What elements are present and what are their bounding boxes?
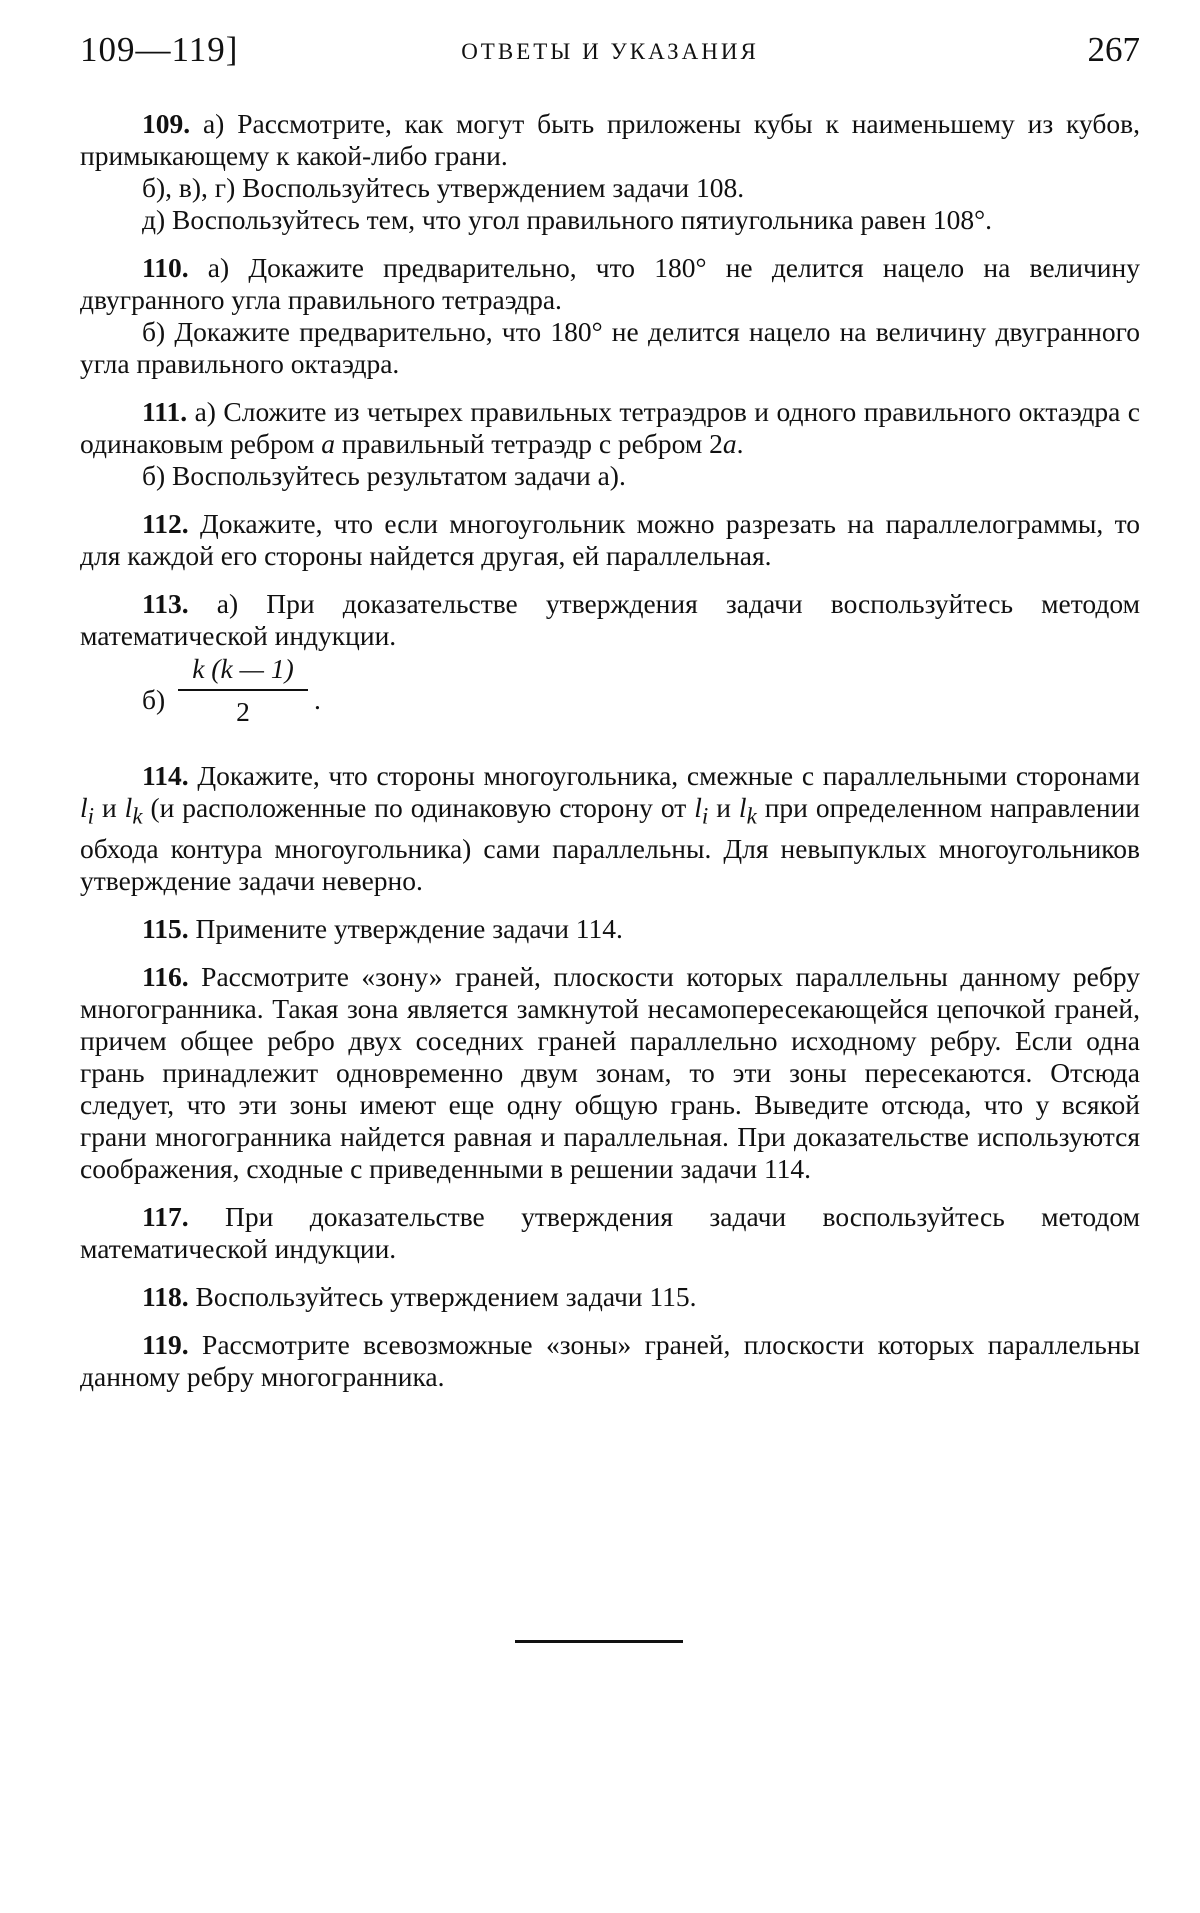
entry-number: 118.: [142, 1280, 189, 1312]
entry-text: (и расположенные по одинаковую сторону от: [142, 792, 695, 823]
running-head: [80, 30, 1140, 80]
entry-text: и: [94, 792, 125, 823]
section-title: ОТВЕТЫ И УКАЗАНИЯ: [461, 39, 759, 64]
entry-110-b: б) Докажите предварительно, что 180° не делится нацело на величину двугранного угла правильного октаэдра.: [80, 316, 1140, 379]
entry-113-a: [80, 588, 1140, 652]
entry-text: а) При доказательстве утверждения задачи воспользуйтесь методом математической индукции.: [80, 588, 1140, 651]
fraction: [178, 652, 308, 729]
entry-109-d: д) Воспользуйтесь тем, что угол правильного пятиугольника равен 108°.: [142, 204, 993, 235]
entry-112: [80, 508, 1140, 572]
entry-118: [80, 1281, 1140, 1313]
math-variable: a: [321, 428, 335, 459]
math-variable: l: [124, 792, 133, 823]
entry-text: Примените утверждение задачи 114.: [188, 912, 623, 944]
entry-116: [80, 961, 1140, 1185]
math-subscript: k: [132, 803, 143, 829]
math-variable: l: [694, 792, 702, 823]
entry-115: [80, 913, 1140, 945]
entry-117: [80, 1201, 1140, 1265]
page-number: 267: [1087, 30, 1140, 69]
entry-text: а) Рассмотрите, как могут быть приложены кубы к наименьшему из кубов, примыкающему к какой-либо грани.: [80, 108, 1140, 171]
entry-text: и: [708, 792, 739, 823]
entry-text: Докажите, что стороны многоугольника, смежные с параллельными сторонами: [188, 760, 1140, 791]
fraction-denominator: 2: [236, 696, 250, 727]
entry-text: При доказательстве утверждения задачи воспользуйтесь методом математической индукции.: [80, 1200, 1140, 1264]
fraction-numerator: k (k — 1): [192, 653, 294, 684]
math-variable: l: [80, 792, 88, 823]
entry-number: 117.: [142, 1200, 189, 1232]
answers-body: [80, 108, 1140, 1393]
fraction-period: .: [314, 684, 321, 715]
problem-range: 109—119]: [80, 30, 239, 69]
entry-number: 109.: [142, 108, 191, 139]
entry-text: Рассмотрите «зону» граней, плоскости которых параллельны данному ребру многогранника. Такая зона является замкнутой несамопересекающейся цепочкой граней, причем общее ребро двух соседних граней параллельно исходному ребру. Если одна грань принадлежит одновременно двум зонам, то эти зоны пересекаются. Отсюда следует, что эти зоны имеют еще одну общую грань. Выведите отсюда, что у всякой грани многогранника найдется равная и параллельная. При доказательстве используются соображения, сходные с приведенными в решении задачи 114.: [80, 960, 1140, 1184]
entry-text: при определенном направлении обхода контура многоугольника) сами параллельны. Для невыпуклых многоугольников утверждение задачи неверно.: [80, 792, 1141, 896]
entry-number: 119.: [142, 1328, 189, 1360]
entry-text: Докажите, что если многоугольник можно разрезать на параллелограммы, то для каждой его стороны найдется другая, ей параллельная.: [80, 508, 1140, 571]
entry-text: Рассмотрите всевозможные «зоны» граней, плоскости которых параллельны данному ребру многогранника.: [80, 1328, 1140, 1392]
entry-number: 113.: [142, 588, 189, 619]
entry-number: 111.: [142, 396, 188, 427]
math-variable: a: [722, 428, 737, 459]
entry-109-a: [80, 108, 1140, 172]
entry-number: 116.: [142, 960, 189, 992]
entry-number: 112.: [142, 508, 189, 539]
entry-number: 110.: [142, 252, 189, 283]
section-end-rule: [515, 1640, 683, 1643]
entry-text: Воспользуйтесь утверждением задачи 115.: [188, 1280, 697, 1312]
entry-text: .: [736, 428, 744, 459]
entry-119: [80, 1329, 1140, 1393]
book-page: [80, 0, 1140, 1913]
entry-text: правильный тетраэдр с ребром 2: [335, 428, 723, 459]
math-variable: l: [738, 792, 747, 823]
entry-110-a: [80, 252, 1140, 316]
entry-number: 114.: [142, 760, 189, 791]
item-label: б): [142, 684, 166, 715]
math-subscript: k: [746, 803, 757, 829]
math-subscript: i: [701, 803, 709, 829]
entry-number: 115.: [142, 912, 189, 944]
entry-text: а) Докажите предварительно, что 180° не делится нацело на величину двугранного угла правильного тетраэдра.: [80, 252, 1140, 315]
entry-111-a: [80, 396, 1140, 460]
entry-114: [80, 760, 1140, 897]
math-subscript: i: [87, 803, 95, 829]
fraction-bar: [178, 689, 308, 691]
entry-113-b: [80, 652, 1140, 744]
entry-text: а) Сложите из четырех правильных тетраэдров и одного правильного октаэдра с одинаковым ребром: [80, 396, 1140, 459]
entry-111-b: б) Воспользуйтесь результатом задачи а).: [142, 460, 626, 491]
entry-109-bvg: б), в), г) Воспользуйтесь утверждением задачи 108.: [142, 172, 745, 203]
